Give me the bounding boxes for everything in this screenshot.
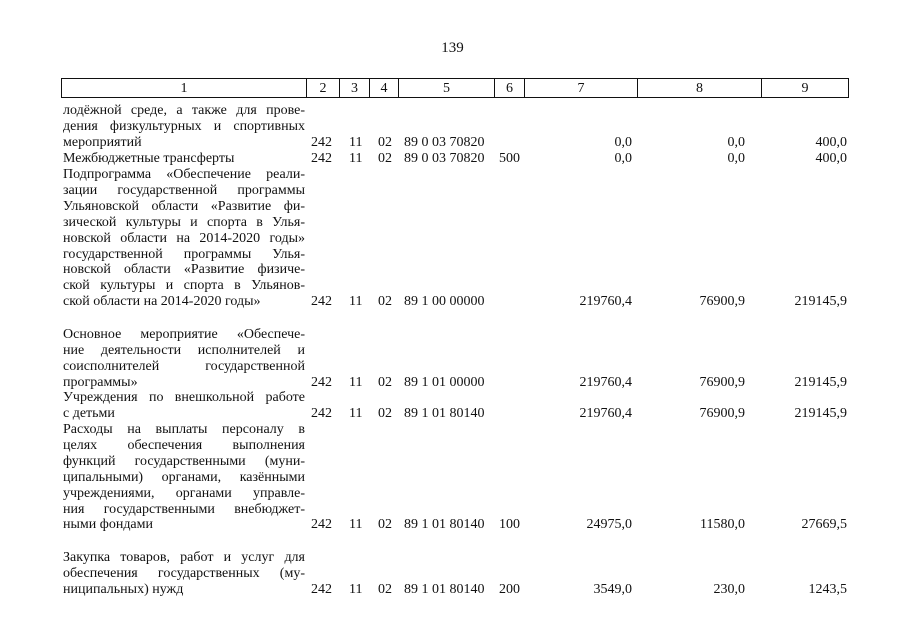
cell-c5: 89 1 01 80140 xyxy=(404,581,485,597)
cell-c5: 89 1 01 80140 xyxy=(404,517,485,533)
cell-c8: 76900,9 xyxy=(699,374,745,390)
cell-c3: 11 xyxy=(349,151,363,166)
table-header xyxy=(61,78,849,98)
description-line: Закупка товаров, работ и услуг для xyxy=(63,550,305,565)
cell-c7: 219760,4 xyxy=(579,294,632,310)
header-col-7: 7 xyxy=(525,79,638,97)
description-line: мероприятий xyxy=(63,134,142,150)
row-description xyxy=(63,422,305,533)
description-line: ниципальных) нужд xyxy=(63,581,184,597)
description-line: целях обеспечения выполнения xyxy=(63,437,305,453)
row-description xyxy=(63,103,305,151)
description-line: дения физкультурных и спортивных xyxy=(63,118,305,134)
cell-c8: 11580,0 xyxy=(700,517,745,533)
cell-c9: 219145,9 xyxy=(794,294,847,310)
header-col-8: 8 xyxy=(638,79,762,97)
description-line: Подпрограмма «Обеспечение реали- xyxy=(63,167,305,182)
cell-c4: 02 xyxy=(378,151,392,166)
cell-c2: 242 xyxy=(311,151,332,166)
cell-c8: 0,0 xyxy=(727,151,745,166)
description-line: Расходы на выплаты персоналу в xyxy=(63,422,305,437)
cell-c7: 219760,4 xyxy=(579,405,632,421)
cell-c7: 0,0 xyxy=(614,151,632,166)
description-line: Учреждения по внешкольной работе xyxy=(63,390,305,405)
description-line: ния государственными внебюджет- xyxy=(63,501,305,517)
description-line: ской культуры и спорта в Ульянов- xyxy=(63,278,305,294)
row-description xyxy=(63,550,305,598)
description-line: новской области «Развитие физиче- xyxy=(63,262,305,278)
cell-c9: 1243,5 xyxy=(808,581,847,597)
cell-c7: 0,0 xyxy=(614,134,632,150)
cell-c3: 11 xyxy=(349,581,363,597)
cell-c7: 24975,0 xyxy=(586,517,632,533)
cell-c6: 100 xyxy=(499,517,520,533)
header-col-5: 5 xyxy=(399,79,495,97)
cell-c5: 89 1 01 00000 xyxy=(404,374,485,390)
description-line: Основное мероприятие «Обеспече- xyxy=(63,327,305,342)
header-col-1: 1 xyxy=(62,79,307,97)
description-line: зической культуры и спорта в Улья- xyxy=(63,214,305,230)
page-number: 139 xyxy=(441,40,464,56)
cell-c5: 89 0 03 70820 xyxy=(404,151,485,166)
cell-c2: 242 xyxy=(311,581,332,597)
description-line: ской области на 2014-2020 годы» xyxy=(63,294,261,310)
cell-c3: 11 xyxy=(349,374,363,390)
row-description xyxy=(63,151,305,167)
header-col-2: 2 xyxy=(307,79,340,97)
description-line: Ульяновской области «Развитие фи- xyxy=(63,198,305,214)
cell-c9: 219145,9 xyxy=(794,405,847,421)
cell-c8: 76900,9 xyxy=(699,294,745,310)
cell-c4: 02 xyxy=(378,134,392,150)
description-line: зации государственной программы xyxy=(63,182,305,198)
description-line: с детьми xyxy=(63,405,115,421)
cell-c2: 242 xyxy=(311,374,332,390)
description-line: государственной программы Улья- xyxy=(63,246,305,262)
description-line: Межбюджетные трансферты xyxy=(63,151,235,166)
description-line: соисполнителей государственной xyxy=(63,358,305,374)
header-col-9: 9 xyxy=(801,81,809,96)
description-line: новской области на 2014-2020 годы» xyxy=(63,230,305,246)
cell-c5: 89 0 03 70820 xyxy=(404,134,485,150)
description-line: программы» xyxy=(63,374,138,390)
cell-c8: 76900,9 xyxy=(699,405,745,421)
cell-c7: 3549,0 xyxy=(593,581,632,597)
cell-c9: 27669,5 xyxy=(801,517,847,533)
cell-c7: 219760,4 xyxy=(579,374,632,390)
cell-c3: 11 xyxy=(349,294,363,310)
description-line: функций государственными (муни- xyxy=(63,453,305,469)
cell-c2: 242 xyxy=(311,294,332,310)
row-description xyxy=(63,390,305,422)
cell-c4: 02 xyxy=(378,517,392,533)
cell-c4: 02 xyxy=(378,374,392,390)
cell-c6: 500 xyxy=(499,151,520,166)
cell-c9: 400,0 xyxy=(815,134,847,150)
cell-c6: 200 xyxy=(499,581,520,597)
cell-c8: 230,0 xyxy=(713,581,745,597)
cell-c4: 02 xyxy=(378,294,392,310)
header-col-4: 4 xyxy=(370,79,399,97)
cell-c3: 11 xyxy=(349,405,363,421)
cell-c8: 0,0 xyxy=(727,134,745,150)
cell-c3: 11 xyxy=(349,134,363,150)
cell-c2: 242 xyxy=(311,134,332,150)
description-line: лодёжной среде, а также для прове- xyxy=(63,103,305,118)
row-description xyxy=(63,167,305,310)
header-col-6: 6 xyxy=(495,79,525,97)
description-line: обеспечения государственных (му- xyxy=(63,565,305,581)
cell-c5: 89 1 00 00000 xyxy=(404,294,485,310)
cell-c2: 242 xyxy=(311,405,332,421)
cell-c9: 400,0 xyxy=(815,151,847,166)
cell-c2: 242 xyxy=(311,517,332,533)
cell-c5: 89 1 01 80140 xyxy=(404,405,485,421)
description-line: ципальными) органами, казёнными xyxy=(63,469,305,485)
description-line: учреждениями, органами управле- xyxy=(63,485,305,501)
description-line: ными фондами xyxy=(63,517,154,533)
cell-c3: 11 xyxy=(349,517,363,533)
cell-c4: 02 xyxy=(378,581,392,597)
cell-c4: 02 xyxy=(378,405,392,421)
description-line: ние деятельности исполнителей и xyxy=(63,342,305,358)
header-col-3: 3 xyxy=(340,79,370,97)
row-description xyxy=(63,327,305,391)
cell-c9: 219145,9 xyxy=(794,374,847,390)
